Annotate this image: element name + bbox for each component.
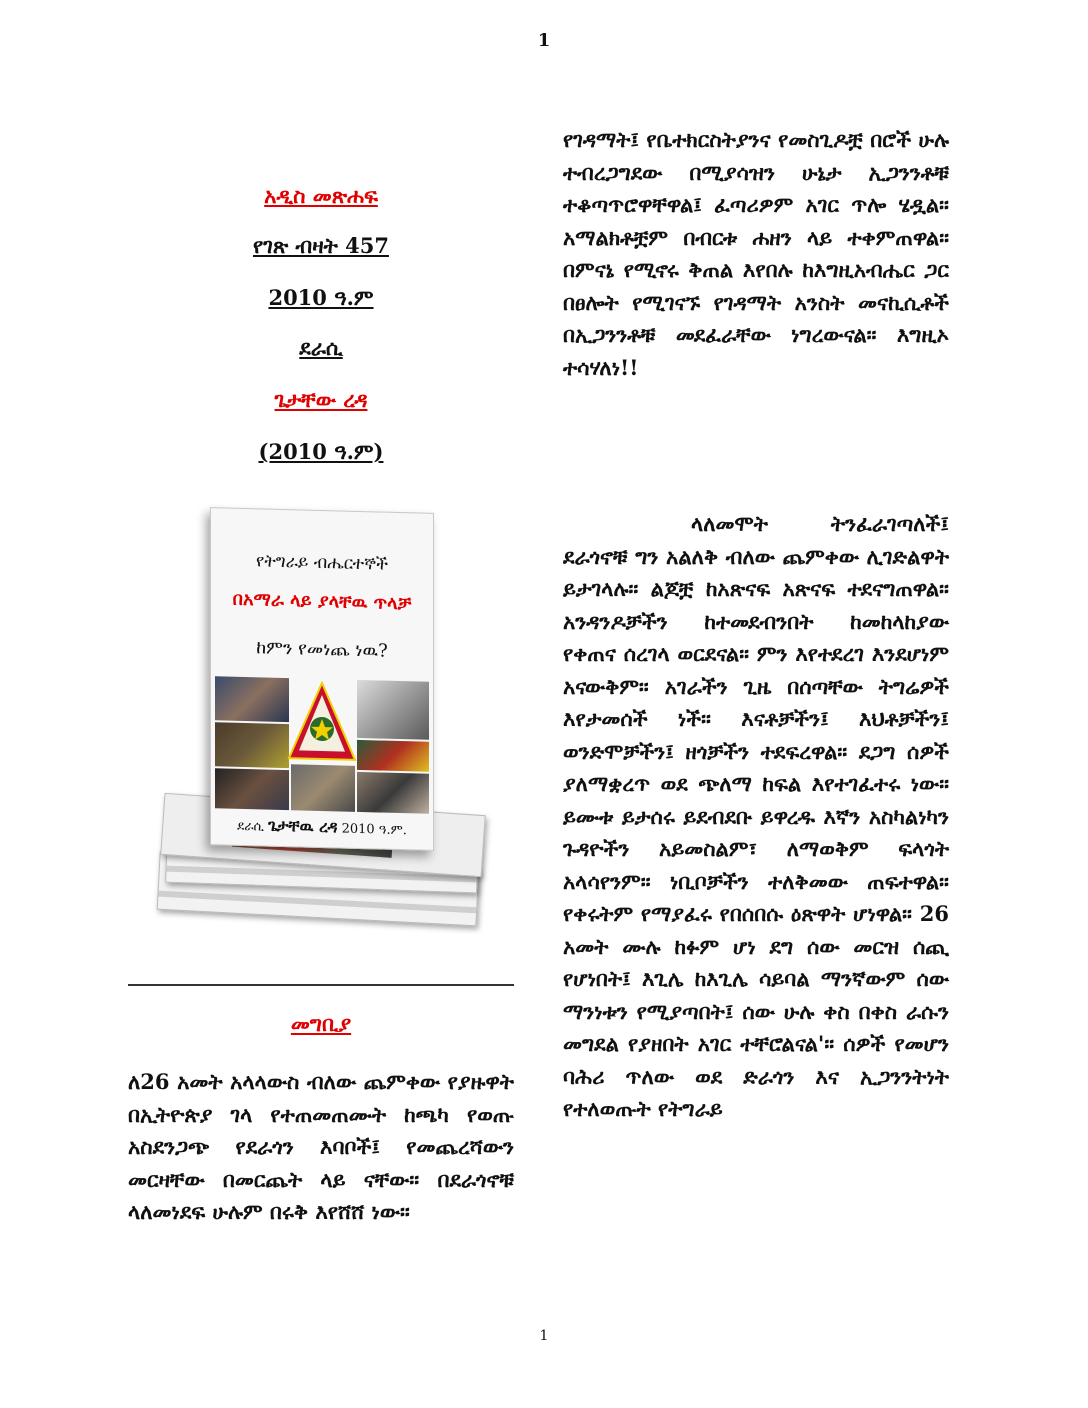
cover-title-line2: በአማራ ላይ ያላቸዉ ጥላቻ <box>232 588 412 615</box>
author-name: ጌታቸው ረዳ <box>274 387 368 412</box>
photo-portrait-2 <box>357 680 429 740</box>
right-paragraph-2-block <box>563 508 949 1126</box>
cover-author-year: 2010 ዓ.ም. <box>341 821 407 839</box>
page-count: የገጽ ብዛት 457 <box>253 233 389 258</box>
cover-author-line <box>211 814 433 840</box>
intro-body <box>128 1066 514 1229</box>
photo-flags <box>357 740 429 772</box>
author-label: ደራሲ <box>299 335 343 360</box>
year-parenthetical: (2010 ዓ.ም) <box>258 439 384 464</box>
photo-portrait-4 <box>215 768 289 810</box>
cover-author-name: ጌታቸዉ ረዳ <box>268 815 338 837</box>
photo-portrait-1 <box>215 676 289 722</box>
photo-portrait-5 <box>357 772 429 814</box>
book-cover-image <box>148 508 508 978</box>
photo-portrait-3 <box>215 722 289 768</box>
book-front-cover <box>210 507 434 851</box>
page-number-bottom: 1 <box>539 1328 549 1344</box>
right-paragraph-2: ላለመሞት ትንፈራገጣለች፤ ደራጎኖቹ ግን አልለቅ ብለው ጨምቀው ሊገድልዋት ይታገላሉ። ልጆቿ ከአጽናፍ አጽናፍ ተደናግጠዋል። አንዳንዶቻችን ከተመደብንበት ከመከላከያው የቀጠና ሰረገላ ወርደናል። ምን እየተደረገ እንደሆነም አናውቅም። አገራችን ጊዜ በሰጣቸው ትግሬዎች እየታመሰች ነች። እናቶቻችን፤ እህቶቻችን፤ ወንድሞቻችን፤ ዘጎቻችን ተደፍረዋል። ደጋግ ሰዎች ያለማቋረጥ ወደ ጭለማ ከፍል እየተገፈተሩ ነው። ይሙቱ ይታሰሩ ይደብደቡ ይዋረዱ እኛን አስካልነካን ጉዳዮችን አይመስልም፣ ለማወቅም ፍላጎት አላሳየንም። ነቢቦቻችን ተለቅመው ጠፍተዋል። የቀሩትም የማያፈሩ የበሰበሱ ዕጽዋት ሆነዋል። 26 አመት ሙሉ ከፉም ሆነ ደግ ሰው መርዝ ሰጪ የሆነበት፤ እጊሌ ከእጊሌ ሳይባል ማንኛውም ሰው ማንነቱን የሚያጣበት፤ ሰው ሁሉ ቀስ በቀስ ራሱን መግደል የያዘበት አገር ተቸሮልናል'። ሰዎች የመሆን ባሕሪ ጥለው ወደ ድራጎን እና ኢጋንንትነት የተለወጡት የትግራይ <box>563 511 949 1121</box>
cover-title-line1: የትግራይ ብሔርተኞች <box>256 551 388 575</box>
right-paragraph-2-wrap <box>563 508 949 1126</box>
photo-crowd <box>291 764 355 812</box>
introduction-title: መግቢያ <box>290 1011 352 1036</box>
publication-year: 2010 ዓ.ም <box>268 285 374 310</box>
section-divider <box>128 984 514 986</box>
intro-paragraph: ለ26 አመት አላላውስ ብለው ጨምቀው የያዙዋት በኢትዮጵያ ገላ የተጠመጠሙት ከጫካ የወጡ አስደንጋጭ የደራጎን እባቦች፤ የመጨረሻውን መርዛቸው በመርጨት ላይ ናቸው። በደራጎኖቹ ላለመነደፍ ሁሉም በሩቅ እየሸሸ ነው። <box>128 1069 514 1224</box>
right-paragraph-1: የገዳማት፤ የቤተክርስትያንና የመስጊዶቿ በሮች ሁሉ ተብረጋግደው በሚያሳዝን ሁኔታ ኢጋንንቶቹ ተቆጣጥሮዋቸዋል፤ ፈጣሪዎም አገር ጥሎ ሄዷል። አማልክቶቿም በብርቱ ሐዘን ላይ ተቀምጠዋል። በምናኔ የሚኖሩ ቅጠል እየበሉ ከእግዚአብሔር ጋር በፀሎት የሚገናኙ የገዳማት አንስት መናኪሲቶች በኢጋንንቶቹ መደፈራቸው ነግረውናል። እግዚኦ ተሳሃለነ!! <box>563 127 949 380</box>
cover-photo-collage <box>215 676 429 814</box>
page-number-top: 1 <box>537 30 551 51</box>
new-book-heading: አዲስ መጽሐፍ <box>264 183 378 208</box>
cover-author-prefix: ደራሲ <box>237 818 264 835</box>
right-paragraph-1-block <box>563 124 949 384</box>
tplf-emblem-icon <box>287 680 357 764</box>
cover-title-line3: ከምን የመነጨ ነዉ? <box>256 637 388 662</box>
